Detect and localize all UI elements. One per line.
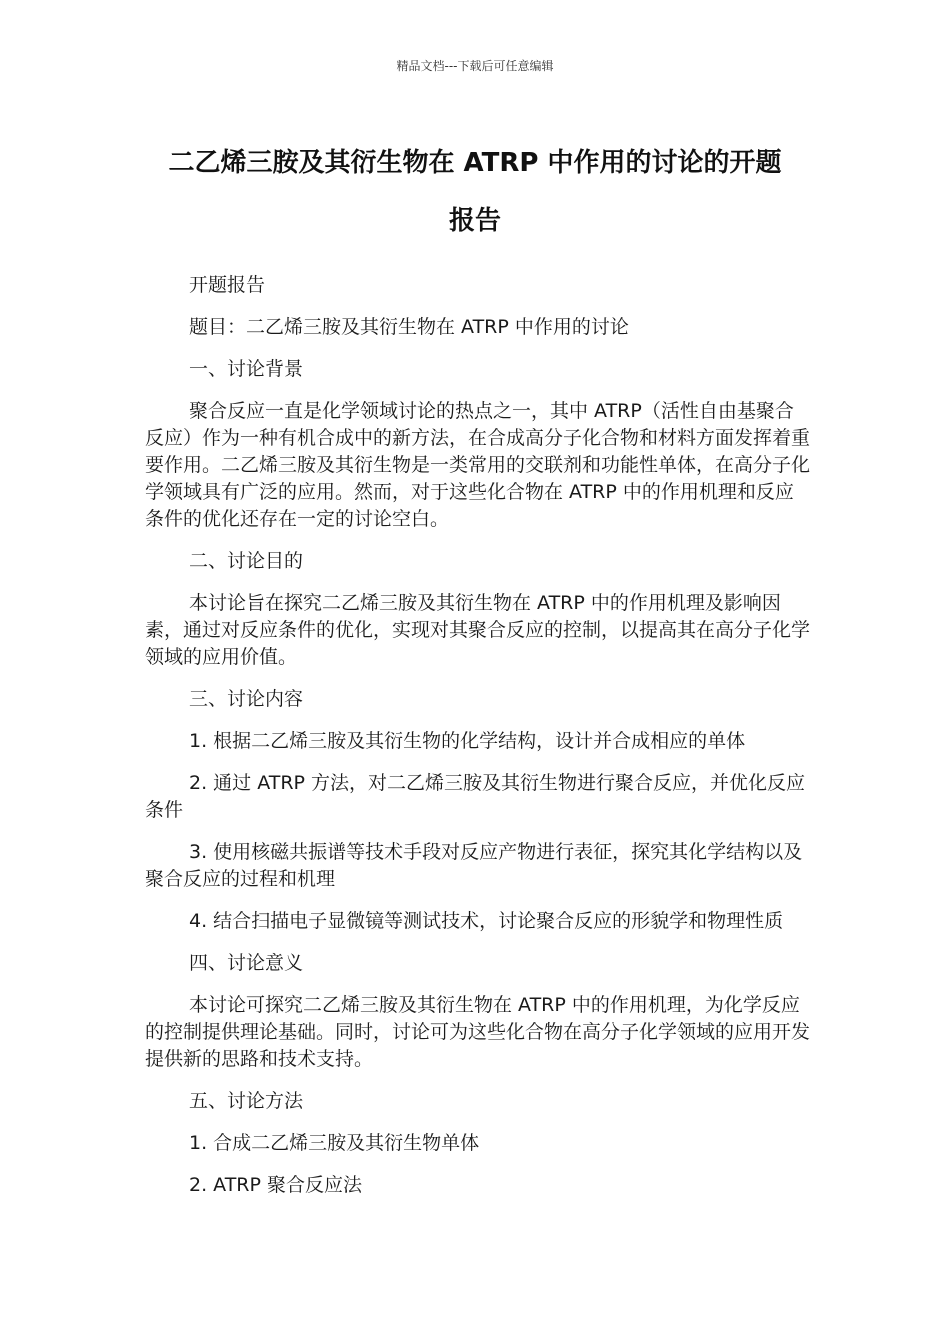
title-line-2: 报告 — [448, 206, 501, 236]
section-heading-methods: 五、讨论方法 — [189, 1090, 304, 1112]
purpose-paragraph: 本讨论旨在探究二乙烯三胺及其衍生物在 ATRP 中的作用机理及影响因素，通过对反应条件的优化，实现对其聚合反应的控制，以提高其在高分子化学领域的应用价值。 — [145, 592, 811, 668]
title-line-1: 二乙烯三胺及其衍生物在 ATRP 中作用的讨论的开题 — [168, 148, 782, 178]
label-opening-report: 开题报告 — [189, 274, 266, 296]
significance-paragraph: 本讨论可探究二乙烯三胺及其衍生物在 ATRP 中的作用机理，为化学反应的控制提供理论基础。同时，讨论可为这些化合物在高分子化学领域的应用开发提供新的思路和技术支持。 — [145, 994, 811, 1070]
content-item-4: 4. 结合扫描电子显微镜等测试技术，讨论聚合反应的形貌学和物理性质 — [189, 910, 784, 932]
content-item-2: 2. 通过 ATRP 方法，对二乙烯三胺及其衍生物进行聚合反应，并优化反应条件 — [145, 772, 806, 821]
section-heading-background: 一、讨论背景 — [189, 358, 304, 380]
content-item-1: 1. 根据二乙烯三胺及其衍生物的化学结构，设计并合成相应的单体 — [189, 730, 746, 752]
section-heading-significance: 四、讨论意义 — [189, 952, 304, 974]
document-body — [145, 272, 810, 1214]
method-item-2: 2. ATRP 聚合反应法 — [189, 1174, 362, 1196]
method-item-1: 1. 合成二乙烯三胺及其衍生物单体 — [189, 1132, 480, 1154]
section-heading-purpose: 二、讨论目的 — [189, 550, 304, 572]
background-paragraph: 聚合反应一直是化学领域讨论的热点之一，其中 ATRP（活性自由基聚合反应）作为一种有机合成中的新方法，在合成高分子化合物和材料方面发挥着重要作用。二乙烯三胺及其衍生物是一类常用的交联剂和功能性单体，在高分子化学领域具有广泛的应用。然而，对于这些化合物在 ATRP 中的作用机理和反应条件的优化还存在一定的讨论空白。 — [145, 400, 811, 530]
document-title — [145, 134, 805, 250]
content-item-3: 3. 使用核磁共振谱等技术手段对反应产物进行表征，探究其化学结构以及聚合反应的过程和机理 — [145, 841, 803, 890]
section-heading-content: 三、讨论内容 — [189, 688, 304, 710]
topic-line: 题目：二乙烯三胺及其衍生物在 ATRP 中作用的讨论 — [189, 316, 629, 338]
page-header: 精品文档---下载后可任意编辑 — [396, 59, 554, 73]
